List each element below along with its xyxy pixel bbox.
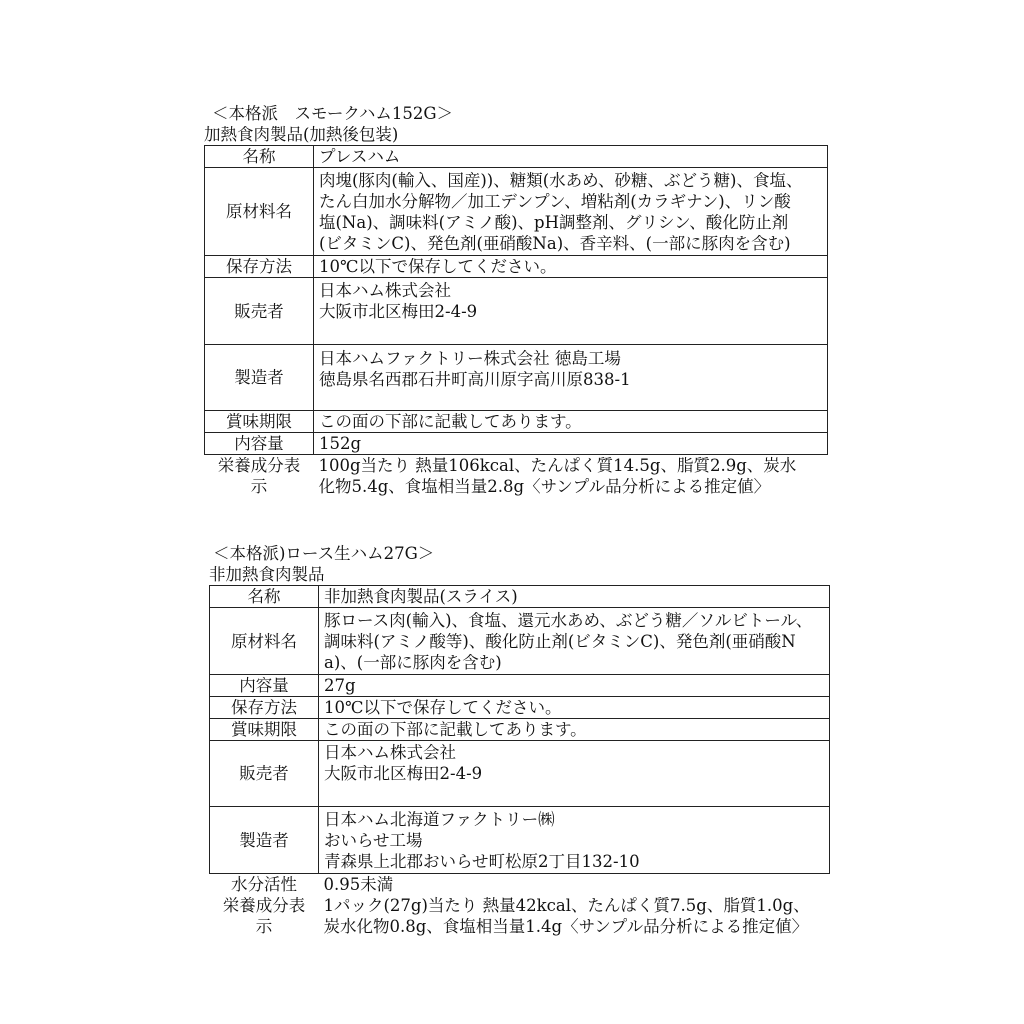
row-value-storage: 10℃以下で保存してください。 bbox=[319, 697, 830, 719]
row-value-name: プレスハム bbox=[314, 146, 828, 168]
product1-spec-table bbox=[204, 145, 828, 497]
table-row bbox=[210, 697, 830, 719]
row-value-net-content: 152g bbox=[314, 433, 828, 455]
row-label-storage: 保存方法 bbox=[205, 256, 314, 278]
row-value-storage: 10℃以下で保存してください。 bbox=[314, 256, 828, 278]
row-value-net-content: 27g bbox=[319, 675, 830, 697]
product2-title: ＜本格派)ロース生ハム27G＞ bbox=[213, 544, 435, 563]
table-row bbox=[205, 433, 828, 455]
nutrition-value: 1パック(27g)当たり 熱量42kcal、たんぱく質7.5g、脂質1.0g、 炭水化物0.8g、食塩相当量1.4g〈サンプル品分析による推定値〉 bbox=[323, 896, 810, 936]
table-row bbox=[205, 345, 828, 411]
nutrition-value: 100g当たり 熱量106kcal、たんぱく質14.5g、脂質2.9g、炭水 化物5.4g、食塩相当量2.8g〈サンプル品分析による推定値〉 bbox=[318, 456, 797, 496]
product2-label-block bbox=[209, 543, 830, 937]
table-row bbox=[210, 807, 830, 874]
product2-spec-table bbox=[209, 585, 830, 937]
row-label-ingredients: 原材料名 bbox=[205, 168, 314, 256]
row-label-manufacturer: 製造者 bbox=[210, 807, 319, 874]
nutrition-label: 栄養成分表 示 bbox=[222, 896, 306, 936]
table-row bbox=[210, 608, 830, 675]
product1-title: ＜本格派 スモークハム152G＞ bbox=[212, 104, 454, 123]
row-label-storage: 保存方法 bbox=[210, 697, 319, 719]
row-value-manufacturer: 日本ハムファクトリー株式会社 徳島工場 徳島県名西郡石井町高川原字高川原838-1 bbox=[314, 345, 828, 411]
product1-label-block bbox=[204, 103, 828, 497]
table-row bbox=[205, 455, 828, 498]
table-row bbox=[210, 874, 830, 896]
row-label-best-before: 賞味期限 bbox=[205, 411, 314, 433]
table-row bbox=[205, 256, 828, 278]
row-value-ingredients: 肉塊(豚肉(輸入、国産))、糖類(水あめ、砂糖、ぶどう糖)、食塩、 たん白加水分解物／加工デンプン、増粘剤(カラギナン)、リン酸 塩(Na)、調味料(アミノ酸)、pH調整剤、グリシン、酸化防止剤 (ビタミンC)、発色剤(亜硝酸Na)、香辛料、(一部に豚肉を含む) bbox=[314, 168, 828, 256]
row-value-seller: 日本ハム株式会社 大阪市北区梅田2-4-9 bbox=[319, 741, 830, 807]
table-row bbox=[210, 675, 830, 697]
water-activity-label: 水分活性 bbox=[231, 875, 297, 894]
row-label-seller: 販売者 bbox=[205, 278, 314, 345]
water-activity-value: 0.95未満 bbox=[323, 875, 394, 894]
table-row bbox=[210, 719, 830, 741]
table-row bbox=[205, 278, 828, 345]
table-row bbox=[205, 146, 828, 168]
row-label-name: 名称 bbox=[205, 146, 314, 168]
row-label-best-before: 賞味期限 bbox=[210, 719, 319, 741]
product1-subtitle: 加熱食肉製品(加熱後包装) bbox=[204, 125, 399, 144]
row-label-name: 名称 bbox=[210, 586, 319, 608]
row-value-ingredients: 豚ロース肉(輸入)、食塩、還元水あめ、ぶどう糖／ソルビトール、 調味料(アミノ酸等)、酸化防止剤(ビタミンC)、発色剤(亜硝酸N a)、(一部に豚肉を含む) bbox=[319, 608, 830, 675]
table-row bbox=[210, 586, 830, 608]
row-label-ingredients: 原材料名 bbox=[210, 608, 319, 675]
row-label-seller: 販売者 bbox=[210, 741, 319, 807]
nutrition-label: 栄養成分表 示 bbox=[217, 456, 301, 496]
row-value-manufacturer: 日本ハム北海道ファクトリー㈱ おいらせ工場 青森県上北郡おいらせ町松原2丁目132-10 bbox=[319, 807, 830, 874]
row-value-name: 非加熱食肉製品(スライス) bbox=[319, 586, 830, 608]
row-label-net-content: 内容量 bbox=[210, 675, 319, 697]
row-value-best-before: この面の下部に記載してあります。 bbox=[319, 719, 830, 741]
row-value-best-before: この面の下部に記載してあります。 bbox=[314, 411, 828, 433]
product2-subtitle: 非加熱食肉製品 bbox=[209, 565, 325, 584]
table-row bbox=[205, 168, 828, 256]
row-label-net-content: 内容量 bbox=[205, 433, 314, 455]
table-row bbox=[210, 895, 830, 937]
table-row bbox=[210, 741, 830, 807]
row-value-seller: 日本ハム株式会社 大阪市北区梅田2-4-9 bbox=[314, 278, 828, 345]
row-label-manufacturer: 製造者 bbox=[205, 345, 314, 411]
table-row bbox=[205, 411, 828, 433]
